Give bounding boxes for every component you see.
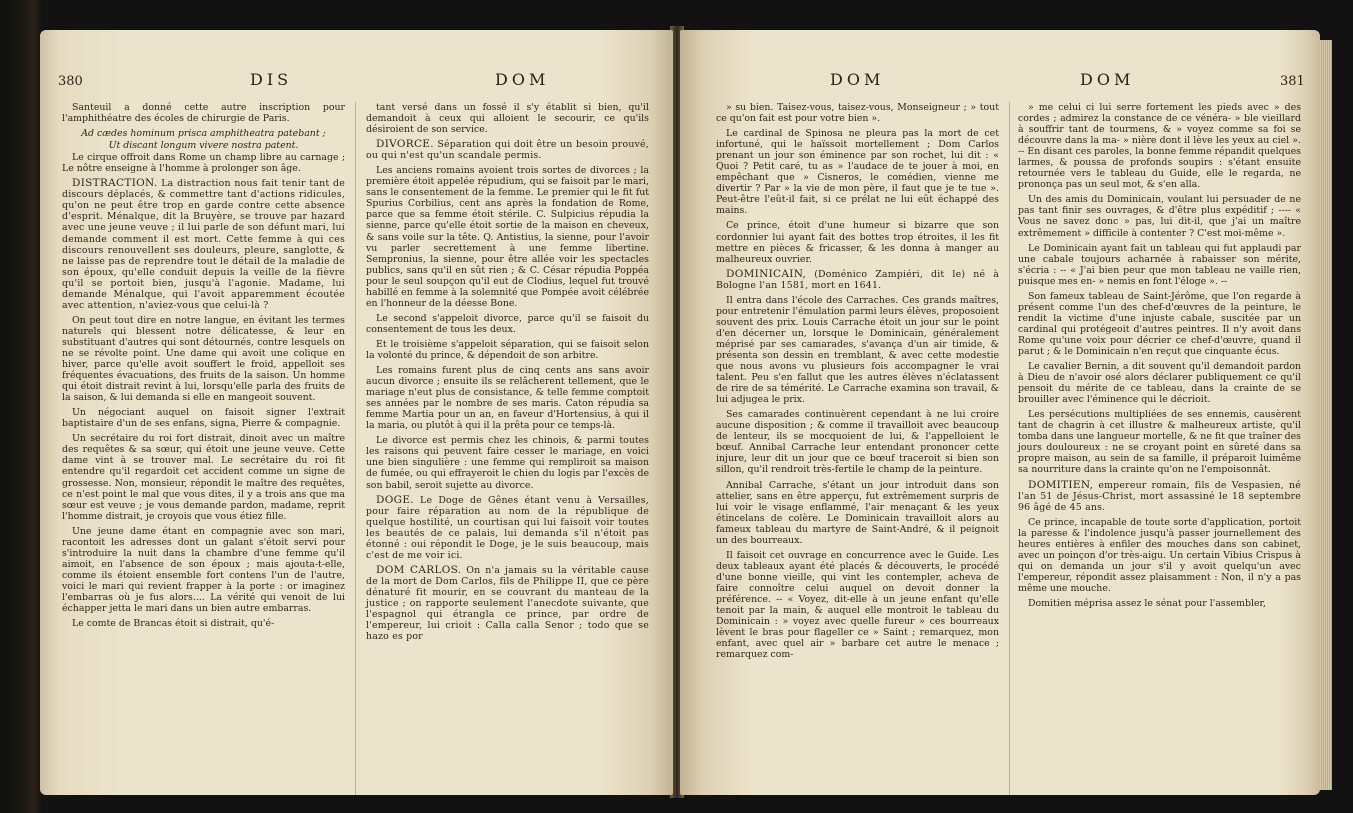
paragraph: Un des amis du Dominicain, voulant lui persuader de ne pas tant finir ses ouvrages, & d'être plus expéditif ; ---- « Vous ne savez donc » pas, lui dit-il, que j'ai un maître extrêmement » difficile à contenter ? C'est moi-même ». [1018, 194, 1301, 239]
dictionary-entry [366, 495, 649, 561]
paragraph: Il entra dans l'école des Carraches. Ces grands maîtres, pour entretenir l'émulation parmi leurs élèves, proposoient souvent des prix. Louis Carrache étoit un jour sur le point d'en décerner un, lorsque le Dominicain, généralement méprisé par ses camarades, s'avança d'un air timide, & présenta son dessin en tremblant, & avec cette modestie que nous avons vu plusieurs fois accompagner le vrai talent. Peu s'en fallut que les autres élèves n'éclatassent de rire de sa témérité. Le Carrache examina son travail, & lui adjugea le prix. [716, 294, 999, 406]
paragraph: Le comte de Brancas étoit si distrait, qu'é- [72, 618, 275, 630]
dictionary-entry [716, 269, 999, 291]
paragraph: Les anciens romains avoient trois sortes de divorces ; la première étoit appelée répudium, qui se faisoit par le mari, sans le consentement de la femme. Le premier qui le fit fut Spurius Corbilius, cent ans après la fondation de Rome, parce que sa femme étoit stérile. C. Sulpicius répudia la sienne, parce qu'elle étoit sortie de la maison en cheveux, & sans voile sur la tête. Q. Antistius, la sienne, pour l'avoir vu parler secrettement à une femme libertine. Sempronius, la sienne, pour être allée voir les spectacles publics, sans qu'il en sût rien ; & C. César répudia Poppéa pour le seul soupçon qu'il eut de Clodius, lequel fut trouvé habillé en femme à la solemnité que Pompée avoit célébrée en l'honneur de la déesse Bone. [366, 165, 649, 309]
verse-line: Ad cædes hominum prisca amphitheatra patebant ; [81, 128, 326, 140]
paragraph: On peut tout dire en notre langue, en évitant les termes naturels qui blessent notre délicatesse, & leur en substituant d'autres qui sont détournés, contre lesquels on ne se révolte point. Une dame qui avoit une colique en hiver, parce qu'elle avoit souffert le froid, appelloit ses fréquentes évacuations, des fruits de la saison. Un homme qui étoit distrait revint à lui, lorsqu'elle parla des fruits de la saison, & lui demanda si elle en mangeoit souvent. [62, 314, 345, 404]
entry-headword: DISTRACTION. [72, 177, 158, 190]
paragraph: Le cardinal de Spinosa ne pleura pas la mort de cet infortuné, qui le haïssoit mortellement ; Dom Carlos prenant un jour son éminence par son rochet, lui dit : « Quoi ? Petit caré, tu as » l'audace de te jouer à moi, en empêchant que » Cisneros, le comédien, vienne me divertir ? Par » la vie de mon père, il faut que je te tue ». Peut-être l'eût-il fait, si ce prélat ne lui eût échappé des mains. [716, 128, 999, 217]
column-rule [1009, 102, 1010, 795]
paragraph: Le Dominicain ayant fait un tableau qui fut applaudi par une cabale toujours acharnée à rabaisser son mérite, s'écria : -- « J'ai bien peur que mon tableau ne vaille rien, puisque mes en- » nemis en font l'éloge ». -- [1018, 242, 1301, 287]
left-folio: 380 [58, 74, 83, 89]
left-column-2 [366, 102, 649, 646]
paragraph: Ce prince, étoit d'une humeur si bizarre que son cordonnier lui ayant fait des bottes trop étroites, il les fit mettre en pièces & fricasser, & les donna à manger au malheureux ouvrier. [716, 220, 999, 265]
paragraph: Annibal Carrache, s'étant un jour introduit dans son attelier, sans en être apperçu, fut extrêmement surpris de lui voir le visage enflammé, l'air menaçant & les yeux étincelans de colère. Le Dominicain travailloit alors au fameux tableau du martyre de Saint-André, & il peignoit un des bourreaux. [716, 479, 999, 546]
dictionary-entry [1018, 480, 1301, 513]
paragraph: Le second s'appeloit divorce, parce qu'il se faisoit du consentement de tous les deux. [366, 312, 649, 335]
left-page [40, 30, 673, 795]
entry-headword: DOMINICAIN, [726, 267, 807, 280]
entry-headword: DIVORCE. [376, 138, 434, 151]
right-folio: 381 [1280, 74, 1305, 89]
right-page [680, 30, 1320, 795]
paragraph: » su bien. Taisez-vous, taisez-vous, Monseigneur ; » tout ce qu'on fait est pour votre bien ». [716, 102, 999, 125]
entry-text: Le Doge de Gênes étant venu à Versailles, pour faire réparation au nom de la république de quelque hostilité, un courtisan qui lui faisoit voir toutes les beautés de ce palais, lui demanda s'il n'étoit pas étonné : oui répondit le Doge, je le suis beaucoup, mais c'est de me voir ici. [366, 494, 649, 561]
paragraph: Un secrétaire du roi fort distrait, dinoit avec un maître des requêtes & sa sœur, qui étoit une jeune veuve. Cette dame vint à se trouver mal. Le secrétaire du roi fit entendre qu'il regardoit cet accident comme un signe de grossesse. Non, monsieur, répondit le maître des requêtes, ce n'est point le mal que vous dites, il y a trois ans que ma sœur est veuve ; je vous demande pardon, madame, reprit l'homme distrait, je croyois que vous étiez fille. [62, 433, 345, 522]
right-column-1 [716, 102, 999, 664]
paragraph: Un négociant auquel on faisoit signer l'extrait baptistaire d'un de ses enfans, signa, Pierre & compagnie. [62, 407, 345, 430]
paragraph: Le divorce est permis chez les chinois, & parmi toutes les raisons qui peuvent faire cesser le mariage, en voici une bien singulière : une femme qui rempliroit sa maison de fumée, ou qui effrayeroit le chien du logis par l'excès de son babil, seroit sujette au divorce. [366, 435, 649, 491]
entry-headword: DOM CARLOS. [376, 563, 462, 576]
paragraph: Et le troisième s'appeloit séparation, qui se faisoit selon la volonté du prince, & dépendoit de son arbitre. [366, 338, 649, 361]
entry-headword: DOGE. [376, 493, 414, 506]
page-edges [1318, 40, 1332, 790]
entry-headword: DOMITIEN, [1028, 478, 1094, 491]
entry-text: Séparation qui doit être un besoin prouvé, ou qui n'est qu'un scandale permis. [366, 139, 649, 162]
entry-text: (Doménico Zampiéri, dit le) né à Bologne l'an 1581, mort en 1641. [716, 268, 999, 291]
dictionary-entry [366, 139, 649, 161]
right-column-2 [1018, 102, 1301, 613]
paragraph: Le cavalier Bernin, a dit souvent qu'il demandoit pardon à Dieu de n'avoir osé alors déclarer publiquement ce qu'il pensoit du mérite de ce tableau, dans la crainte de se brouiller avec l'éminence qui le décrioit. [1018, 361, 1301, 406]
paragraph: » me celui ci lui serre fortement les pieds avec » des cordes ; admirez la constance de ce vénéra- » ble vieillard à souffrir tant de tourmens, & » voyez comme sa foi se découvre dans la ma- » nière dont il lève les yeux au ciel ». -- En disant ces paroles, la bonne femme répandit quelques larmes, & poussa de profonds soupirs : s'étant ensuite retournée vers le tableau du Guide, elle le regarda, ne prononça pas un seul mot, & s'en alla. [1018, 102, 1301, 191]
entry-text: On n'a jamais su la véritable cause de la mort de Dom Carlos, fils de Philippe II, que ce père dénaturé fit mourir, en se couvrant du manteau de la justice ; on rapporte seulement l'anecdote suivante, que l'espagnol qui étrangla ce prince, par ordre de l'empereur, lui crioit : Calla calla Senor ; todo que se hazo es por [366, 564, 649, 643]
paragraph: Il faisoit cet ouvrage en concurrence avec le Guide. Les deux tableaux ayant été placés & découverts, le procédé d'une bonne vieille, qui vint les contempler, acheva de faire connoître celui auquel on devoit donner la préférence. -- « Voyez, dit-elle à un jeune enfant qu'elle tenoit par la main, & auquel elle montroit le tableau du Dominicain : » voyez avec quelle fureur » ces bourreaux lèvent le bras pour flageller ce » Saint ; remarquez, mon enfant, avec quel air » barbare cet autre le menace ; remarquez com- [716, 549, 999, 661]
paragraph: Les romains furent plus de cinq cents ans sans avoir aucun divorce ; ensuite ils se relâcherent tellement, que le mariage n'eut plus de consistance, & telle femme comptoit ses années par le nombre de ses maris. Caton répudia sa femme Martia pour un an, en faveur d'Hortensius, à qui il la maria, ou plutôt à qui il la prêta pour ce temps-là. [366, 365, 649, 432]
column-rule [355, 102, 356, 795]
paragraph: Ses camarades continuèrent cependant à ne lui croire aucune disposition ; & comme il travailloit avec beaucoup de lenteur, ils se mocquoient de lui, & l'appelloient le bœuf. Annibal Carrache leur entendant prononcer cette injure, leur dit un jour que ce bœuf traceroit si bien son sillon, qu'il rendroit très-fertile le champ de la peinture. [716, 409, 999, 476]
entry-text: La distraction nous fait tenir tant de discours déplacés, & commettre tant d'actions ridicules, qu'on ne peut être trop en garde contre cette absence d'esprit. Ménalque, dit la Bruyère, se trouve par hazard avec une jeune veuve ; il lui parle de son défunt mari, lui demande comment il est mort. Cette femme à qui ces discours renouvellent ses douleurs, pleure, sanglotte, & ne laisse pas de reprendre tout le détail de la maladie de son époux, qu'elle conduit depuis la veille de la fièvre qu'il se portoit bien, jusqu'à l'agonie. Madame, lui demande Ménalque, qui l'avoit apparemment écoutée avec attention, n'aviez-vous que celui-là ? [62, 178, 345, 311]
paragraph: Ce prince, incapable de toute sorte d'application, portoit la paresse & l'indolence jusqu'à passer journellement des heures entières à enfiler des mouches dans son cabinet, avec un poinçon d'or très-aigu. Un certain Vibius Crispus à qui on demanda un jour s'il y avoit quelqu'un avec l'empereur, répondit assez plaisamment : Non, il n'y a pas même une mouche. [1018, 516, 1301, 594]
paragraph: Son fameux tableau de Saint-Jérôme, que l'on regarde à présent comme l'un des chef-d'œuvres de la peinture, le rendit la victime d'une injuste cabale, suscitée par un cardinal qui protégeoit d'autres peintres. Il n'y avoit dans Rome qu'une voix pour décrier ce chef-d'œuvre, quand il parut ; & le Dominicain n'en reçut que cinquante écus. [1018, 290, 1301, 357]
paragraph: Le cirque offroit dans Rome un champ libre au carnage ; Le nôtre enseigne à l'homme à prolonger son âge. [62, 152, 345, 175]
entry-text: empereur romain, fils de Vespasien, né l'an 51 de Jésus-Christ, mort assassiné le 18 septembre 96 âgé de 45 ans. [1018, 479, 1301, 513]
paragraph: Les persécutions multipliées de ses ennemis, causèrent tant de chagrin à cet illustre & malheureux artiste, qu'il tomba dans une langueur mortelle, & ne fit que traîner des jours douloureux : ne se croyant point en sûreté dans sa propre maison, au sein de sa famille, il préparoit luimême sa nourriture dans la crainte qu'on ne l'empoisonnât. [1018, 409, 1301, 476]
paragraph: tant versé dans un fossé il s'y établit si bien, qu'il demandoit à ceux qui alloient le secourir, ce qu'ils désiroient de son service. [366, 102, 649, 136]
left-column-1 [62, 102, 345, 633]
paragraph: Domitien méprisa assez le sénat pour l'assembler, [1028, 597, 1266, 609]
right-running-head-left: DOM [830, 70, 885, 89]
paragraph: Santeuil a donné cette autre inscription pour l'amphithéatre des écoles de chirurgie de Paris. [62, 102, 345, 125]
dictionary-entry [62, 178, 345, 311]
dictionary-entry [366, 565, 649, 642]
verse-line: Ut discant longum vivere nostra patent. [108, 140, 299, 152]
left-running-head-left: DIS [250, 70, 293, 89]
left-running-head-right: DOM [495, 70, 550, 89]
paragraph: Une jeune dame étant en compagnie avec son mari, racontoit les adresses dont un galant s'étoit servi pour s'introduire la nuit dans la chambre d'une femme qu'il aimoit, en l'absence de son époux ; mais ajouta-t-elle, comme ils étoient ensemble fort contens l'un de l'autre, voici le mari qui revient frapper à la porte : or imaginez l'embarras où je fus alors.... La vérité qui venoit de lui échapper jetta le mari dans un bien autre embarras. [62, 525, 345, 615]
right-running-head-right: DOM [1080, 70, 1135, 89]
